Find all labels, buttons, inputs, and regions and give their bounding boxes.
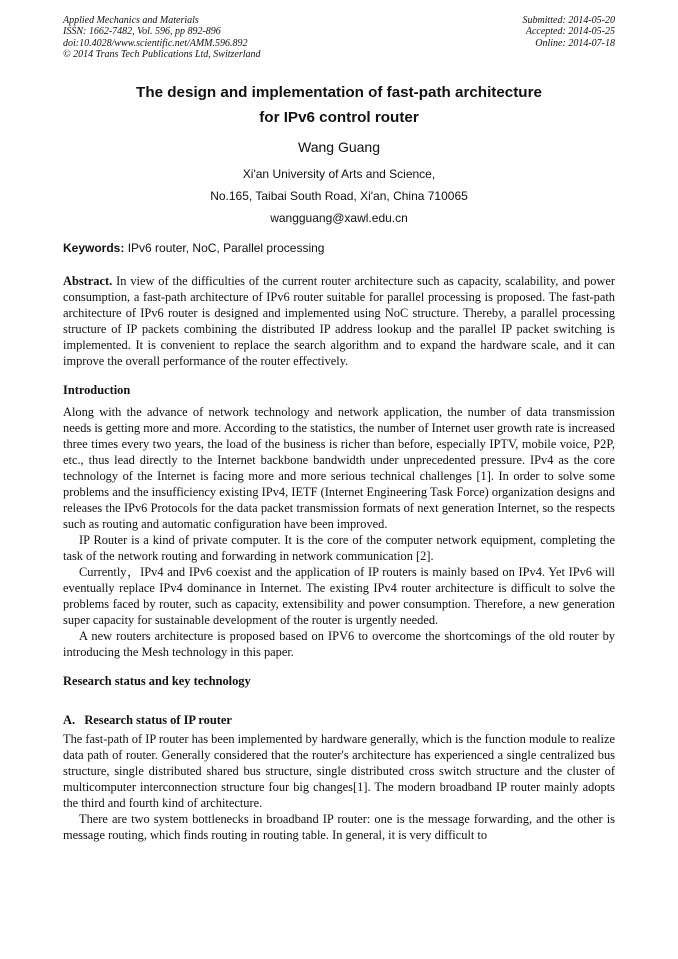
journal-doi: doi:10.4028/www.scientific.net/AMM.596.892: [63, 37, 248, 49]
introduction-heading: Introduction: [63, 383, 131, 397]
journal-issn: ISSN: 1662-7482, Vol. 596, pp 892-896: [63, 26, 221, 38]
journal-copyright: © 2014 Trans Tech Publications Ltd, Switzerland: [63, 48, 261, 60]
accepted-date: Accepted: 2014-05-25: [525, 26, 615, 38]
paper-body: [63, 273, 615, 843]
research-paragraph: There are two system bottlenecks in broadband IP router: one is the message forwarding, and the other is message routing, which finds routing in routing table. In general, it is very difficult to: [63, 812, 615, 842]
abstract: [63, 273, 615, 369]
online-date: Online: 2014-07-18: [535, 37, 615, 49]
affiliation-line-1: Xi'an University of Arts and Science,: [242, 167, 436, 181]
keywords-text: IPv6 router, NoC, Parallel processing: [127, 241, 325, 255]
journal-name: Applied Mechanics and Materials: [63, 15, 199, 26]
journal-info: [63, 15, 261, 60]
introduction-paragraph: IP Router is a kind of private computer. It is the core of the computer network equipment, completing the task of the network routing and forwarding in network communication [2].: [63, 533, 615, 563]
research-heading: Research status and key technology: [63, 674, 251, 688]
research-subheading: A. Research status of IP router: [63, 713, 232, 727]
author-email: wangguang@xawl.edu.cn: [270, 211, 408, 225]
introduction-paragraph: A new routers architecture is proposed based on IPV6 to overcome the shortcomings of the old router by introducing the Mesh technology in this paper.: [63, 629, 615, 659]
abstract-label: Abstract.: [63, 274, 113, 288]
keywords: [63, 241, 324, 255]
title-line-1: The design and implementation of fast-path architecture: [136, 84, 542, 101]
introduction-paragraph: Currently，IPv4 and IPv6 coexist and the application of IP routers is mainly based on IPv4. Yet IPv6 will eventually replace IPv4 dominance in Internet. The existing IPv4 router architecture is difficult to solve the problems faced by router, such as capacity, extensibility and power consumption. Therefore, a new generation super capacity for sustainable development of the router is urgently needed.: [63, 565, 615, 627]
research-paragraph: The fast-path of IP router has been implemented by hardware generally, which is the function module to realize data path of router. Generally considered that the router's architecture has experienced a single centralized bus structure, single distributed shared bus structure, single distributed cross switch structure and the cluster of multicomputer interconnection structure four big changes[1]. The modern broadband IP router mainly adopts the third and fourth kind of architecture.: [63, 732, 615, 810]
keywords-label: Keywords:: [63, 241, 125, 255]
affiliation: [0, 163, 678, 229]
affiliation-line-2: No.165, Taibai South Road, Xi'an, China 710065: [210, 189, 468, 203]
publication-dates: [523, 15, 616, 49]
title-line-2: for IPv6 control router: [259, 109, 419, 126]
abstract-text: In view of the difficulties of the current router architecture such as capacity, scalability, and power consumption, a fast-path architecture of IPv6 router suitable for parallel processing is proposed. The fast-path architecture of IPv6 router is designed and implemented using NoC structure. Thereby, a parallel processing structure of IP packets combining the distributed IP address lookup and the parallel IP packet switching is implemented. It is convenient to replace the search algorithm and to expand the hardware scale, and it can improve the overall performance of the router effectively.: [63, 274, 615, 368]
introduction-paragraph: Along with the advance of network technology and network application, the number of data transmission needs is getting more and more. According to the statistics, the number of Internet user growth rate is increased three times every two years, the load of the business is richer than before, especially IPTV, mobile voice, P2P, etc., thus lead directly to the Internet backbone bandwidth under unprecedented pressure. IPv4 as the core technology of the Internet is facing more and more serious technical challenges [1]. In order to solve some problems and the insufficiency existing IPv4, IETF (Internet Engineering Task Force) organization designs and releases the IPv6 Protocols for the data packet transmission formats of next generation Internet, so the respects such as routing and automatic configuration have been improved.: [63, 405, 615, 531]
author-name: Wang Guang: [298, 139, 380, 155]
paper-title: [0, 80, 678, 130]
submitted-date: Submitted: 2014-05-20: [522, 15, 615, 26]
